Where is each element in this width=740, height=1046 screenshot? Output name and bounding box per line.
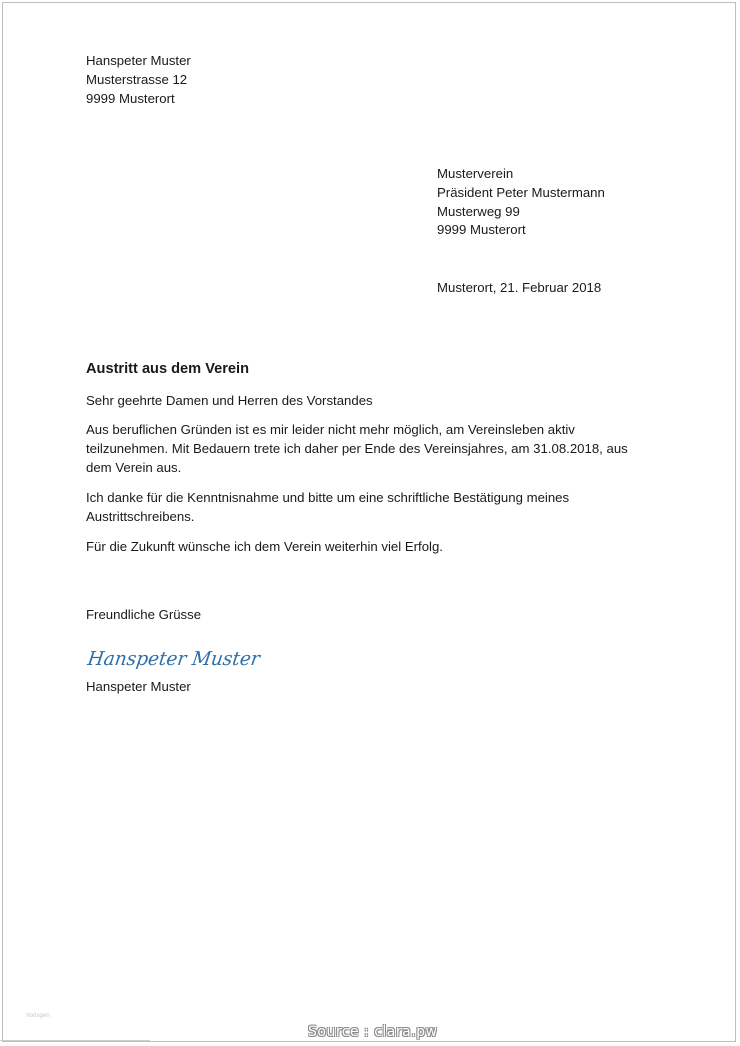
recipient-city: 9999 Musterort [437, 222, 526, 238]
footer-note: Vorlagen [26, 1013, 50, 1019]
recipient-address [437, 165, 605, 240]
salutation-text: Sehr geehrte Damen und Herren des Vorstandes [86, 393, 373, 408]
signer-name-block [86, 678, 191, 697]
sender-name: Hanspeter Muster [86, 53, 191, 68]
paragraph-line: Ich danke für die Kenntnisnahme und bitte um eine schriftliche Bestätigung meines [86, 490, 570, 505]
recipient-person: Präsident Peter Mustermann [437, 184, 605, 200]
paragraph-2 [86, 489, 569, 527]
date-line [437, 279, 601, 298]
date-text: Musterort, 21. Februar 2018 [437, 280, 602, 295]
paragraph-line: Aus beruflichen Gründen ist es mir leider nicht mehr möglich, am Vereinsleben aktiv [86, 422, 575, 437]
closing [86, 606, 201, 625]
paragraph-line: Für die Zukunft wünsche ich dem Verein weiterhin viel Erfolg. [86, 539, 443, 554]
recipient-street: Musterweg 99 [437, 203, 520, 219]
signer-name: Hanspeter Muster [86, 679, 191, 694]
paragraph-line: dem Verein aus. [86, 459, 182, 475]
paragraph-3 [86, 538, 443, 557]
salutation [86, 392, 373, 411]
closing-text: Freundliche Grüsse [86, 607, 202, 622]
sender-address [86, 52, 191, 108]
svg-text:Hanspeter Muster: Hanspeter Muster [86, 647, 266, 670]
recipient-org: Musterverein [437, 166, 514, 181]
paragraph-1 [86, 421, 628, 477]
paragraph-line: teilzunehmen. Mit Bedauern trete ich daher per Ende des Vereinsjahres, am 31.08.2018, aus [86, 440, 628, 456]
sender-city: 9999 Musterort [86, 90, 175, 106]
paragraph-line: Austrittschreibens. [86, 508, 195, 524]
handwritten-signature [86, 643, 276, 675]
letter-subject: Austritt aus dem Verein [86, 361, 250, 377]
source-watermark: Source : clara.pw [308, 1024, 438, 1040]
sender-street: Musterstrasse 12 [86, 71, 188, 87]
bottom-divider [0, 1040, 150, 1041]
